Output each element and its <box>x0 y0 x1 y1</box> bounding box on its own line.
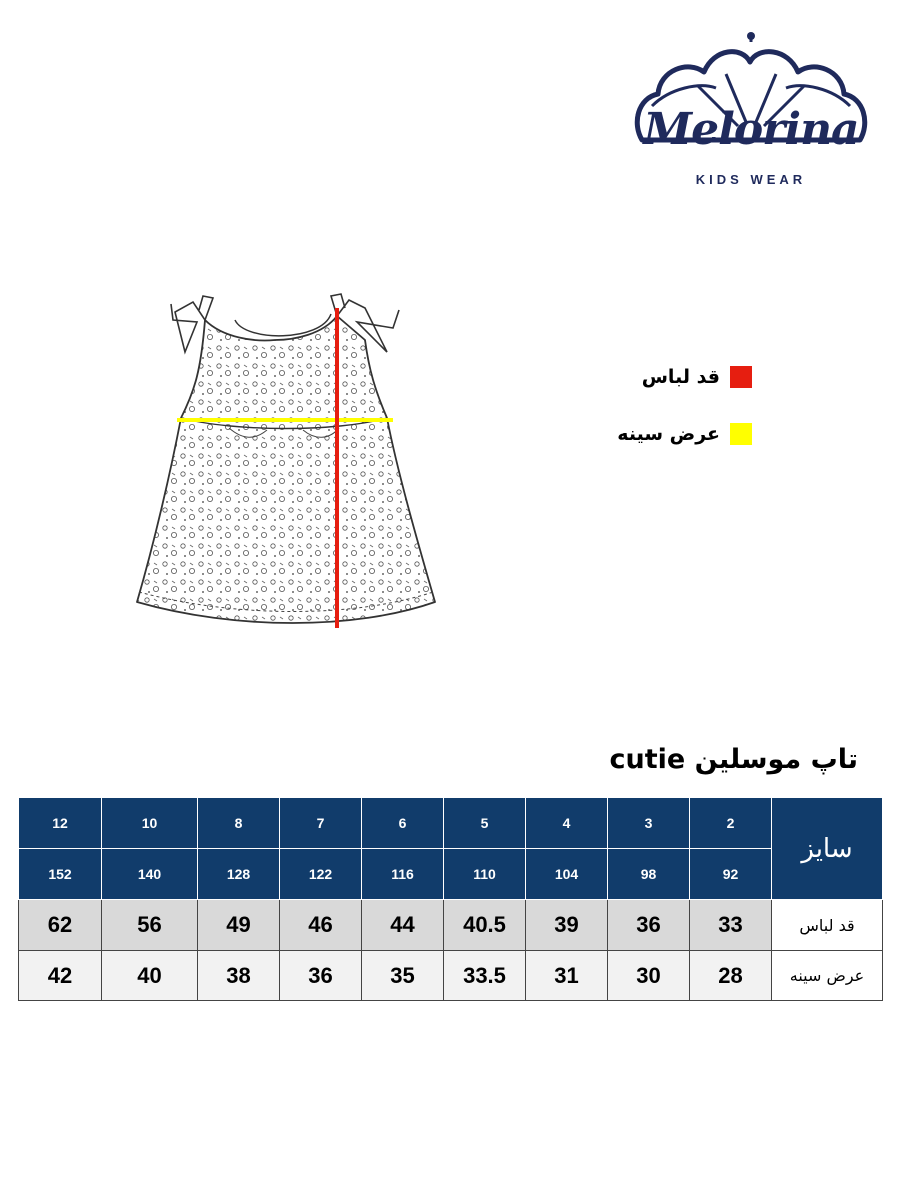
height-cell: 110 <box>444 849 526 900</box>
value-cell: 35 <box>362 951 444 1001</box>
row-label: قد لباس <box>772 900 883 951</box>
age-row <box>19 798 883 849</box>
value-cell: 39 <box>526 900 608 951</box>
height-cell: 152 <box>19 849 102 900</box>
value-cell: 33.5 <box>444 951 526 1001</box>
height-row <box>19 849 883 900</box>
age-cell: 8 <box>198 798 280 849</box>
product-title: تاپ موسلین cutie <box>609 744 858 775</box>
value-cell: 31 <box>526 951 608 1001</box>
height-cell: 92 <box>690 849 772 900</box>
height-cell: 104 <box>526 849 608 900</box>
age-cell: 2 <box>690 798 772 849</box>
legend-label: عرض سینه <box>617 423 720 445</box>
age-cell: 10 <box>102 798 198 849</box>
value-cell: 33 <box>690 900 772 951</box>
height-cell: 116 <box>362 849 444 900</box>
brand-logo <box>630 28 872 198</box>
value-cell: 46 <box>280 900 362 951</box>
age-cell: 12 <box>19 798 102 849</box>
legend-item-length <box>642 364 752 390</box>
value-cell: 44 <box>362 900 444 951</box>
value-cell: 36 <box>608 900 690 951</box>
age-cell: 3 <box>608 798 690 849</box>
table-row-length <box>19 900 883 951</box>
value-cell: 56 <box>102 900 198 951</box>
value-cell: 28 <box>690 951 772 1001</box>
legend-swatch-red <box>730 366 752 388</box>
row-label: عرض سینه <box>772 951 883 1001</box>
age-cell: 5 <box>444 798 526 849</box>
height-cell: 98 <box>608 849 690 900</box>
size-table <box>18 797 883 1001</box>
value-cell: 62 <box>19 900 102 951</box>
legend-swatch-yellow <box>730 423 752 445</box>
legend-label: قد لباس <box>641 366 720 388</box>
garment-illustration-icon <box>125 290 445 635</box>
garment-illustration <box>125 290 445 635</box>
age-cell: 6 <box>362 798 444 849</box>
height-cell: 122 <box>280 849 362 900</box>
value-cell: 42 <box>19 951 102 1001</box>
age-cell: 4 <box>526 798 608 849</box>
value-cell: 38 <box>198 951 280 1001</box>
value-cell: 36 <box>280 951 362 1001</box>
value-cell: 30 <box>608 951 690 1001</box>
value-cell: 40 <box>102 951 198 1001</box>
value-cell: 40.5 <box>444 900 526 951</box>
size-header: سایز <box>772 798 883 900</box>
brand-tagline: KIDS WEAR <box>695 172 807 187</box>
table-row-chest <box>19 951 883 1001</box>
brand-name: Melorina <box>643 104 859 155</box>
height-cell: 140 <box>102 849 198 900</box>
height-cell: 128 <box>198 849 280 900</box>
value-cell: 49 <box>198 900 280 951</box>
age-cell: 7 <box>280 798 362 849</box>
legend-item-chest <box>617 421 752 447</box>
